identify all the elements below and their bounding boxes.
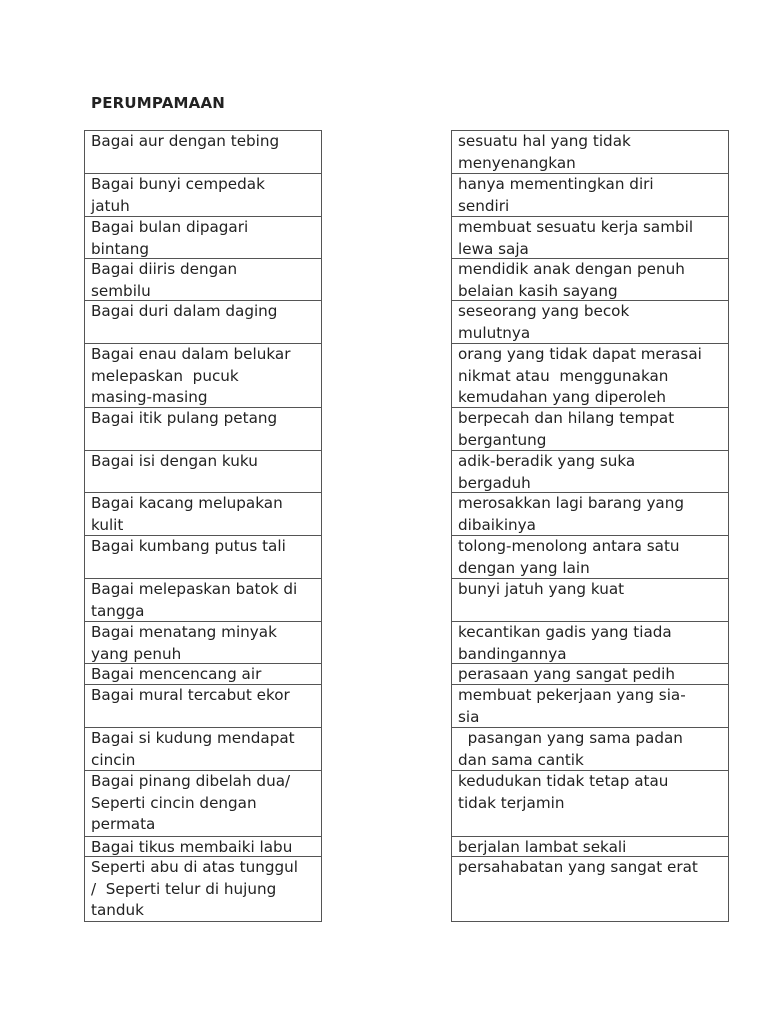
meaning-cell: kedudukan tidak tetap atau tidak terjamin (451, 771, 729, 837)
simile-cell: Bagai si kudung mendapat cincin (84, 728, 322, 771)
simile-cell: Bagai enau dalam belukar melepaskan pucuk masing-masing (84, 344, 322, 408)
meaning-cell: orang yang tidak dapat merasai nikmat atau menggunakan kemudahan yang diperoleh (451, 344, 729, 408)
meaning-cell: perasaan yang sangat pedih (451, 664, 729, 685)
simile-cell: Bagai kumbang putus tali (84, 536, 322, 579)
simile-cell: Bagai melepaskan batok di tangga (84, 579, 322, 622)
simile-cell: Bagai tikus membaiki labu (84, 837, 322, 857)
meaning-cell: bunyi jatuh yang kuat (451, 579, 729, 622)
simile-table (84, 130, 322, 922)
simile-cell: Bagai pinang dibelah dua/ Seperti cincin dengan permata (84, 771, 322, 837)
meaning-cell: seseorang yang becok mulutnya (451, 301, 729, 344)
meaning-cell: berpecah dan hilang tempat bergantung (451, 408, 729, 451)
simile-cell: Bagai bunyi cempedak jatuh (84, 174, 322, 217)
meaning-cell: merosakkan lagi barang yang dibaikinya (451, 493, 729, 536)
simile-cell: Bagai aur dengan tebing (84, 131, 322, 174)
simile-cell: Bagai diiris dengan sembilu (84, 259, 322, 301)
meaning-cell: kecantikan gadis yang tiada bandingannya (451, 622, 729, 664)
simile-cell: Bagai menatang minyak yang penuh (84, 622, 322, 664)
meaning-cell: persahabatan yang sangat erat (451, 857, 729, 922)
meaning-cell: pasangan yang sama padan dan sama cantik (451, 728, 729, 771)
meaning-cell: tolong-menolong antara satu dengan yang lain (451, 536, 729, 579)
simile-cell: Bagai mencencang air (84, 664, 322, 685)
meaning-cell: membuat pekerjaan yang sia- sia (451, 685, 729, 728)
meaning-cell: berjalan lambat sekali (451, 837, 729, 857)
meaning-cell: hanya mementingkan diri sendiri (451, 174, 729, 217)
simile-cell: Bagai duri dalam daging (84, 301, 322, 344)
meaning-cell: membuat sesuatu kerja sambil lewa saja (451, 217, 729, 259)
meaning-cell: adik-beradik yang suka bergaduh (451, 451, 729, 493)
simile-cell: Bagai itik pulang petang (84, 408, 322, 451)
page-title: PERUMPAMAAN (91, 94, 226, 112)
meaning-cell: sesuatu hal yang tidak menyenangkan (451, 131, 729, 174)
meaning-table (451, 130, 729, 922)
simile-cell: Bagai kacang melupakan kulit (84, 493, 322, 536)
simile-cell: Bagai bulan dipagari bintang (84, 217, 322, 259)
simile-cell: Bagai isi dengan kuku (84, 451, 322, 493)
meaning-cell: mendidik anak dengan penuh belaian kasih sayang (451, 259, 729, 301)
simile-cell: Bagai mural tercabut ekor (84, 685, 322, 728)
simile-cell: Seperti abu di atas tunggul / Seperti telur di hujung tanduk (84, 857, 322, 922)
